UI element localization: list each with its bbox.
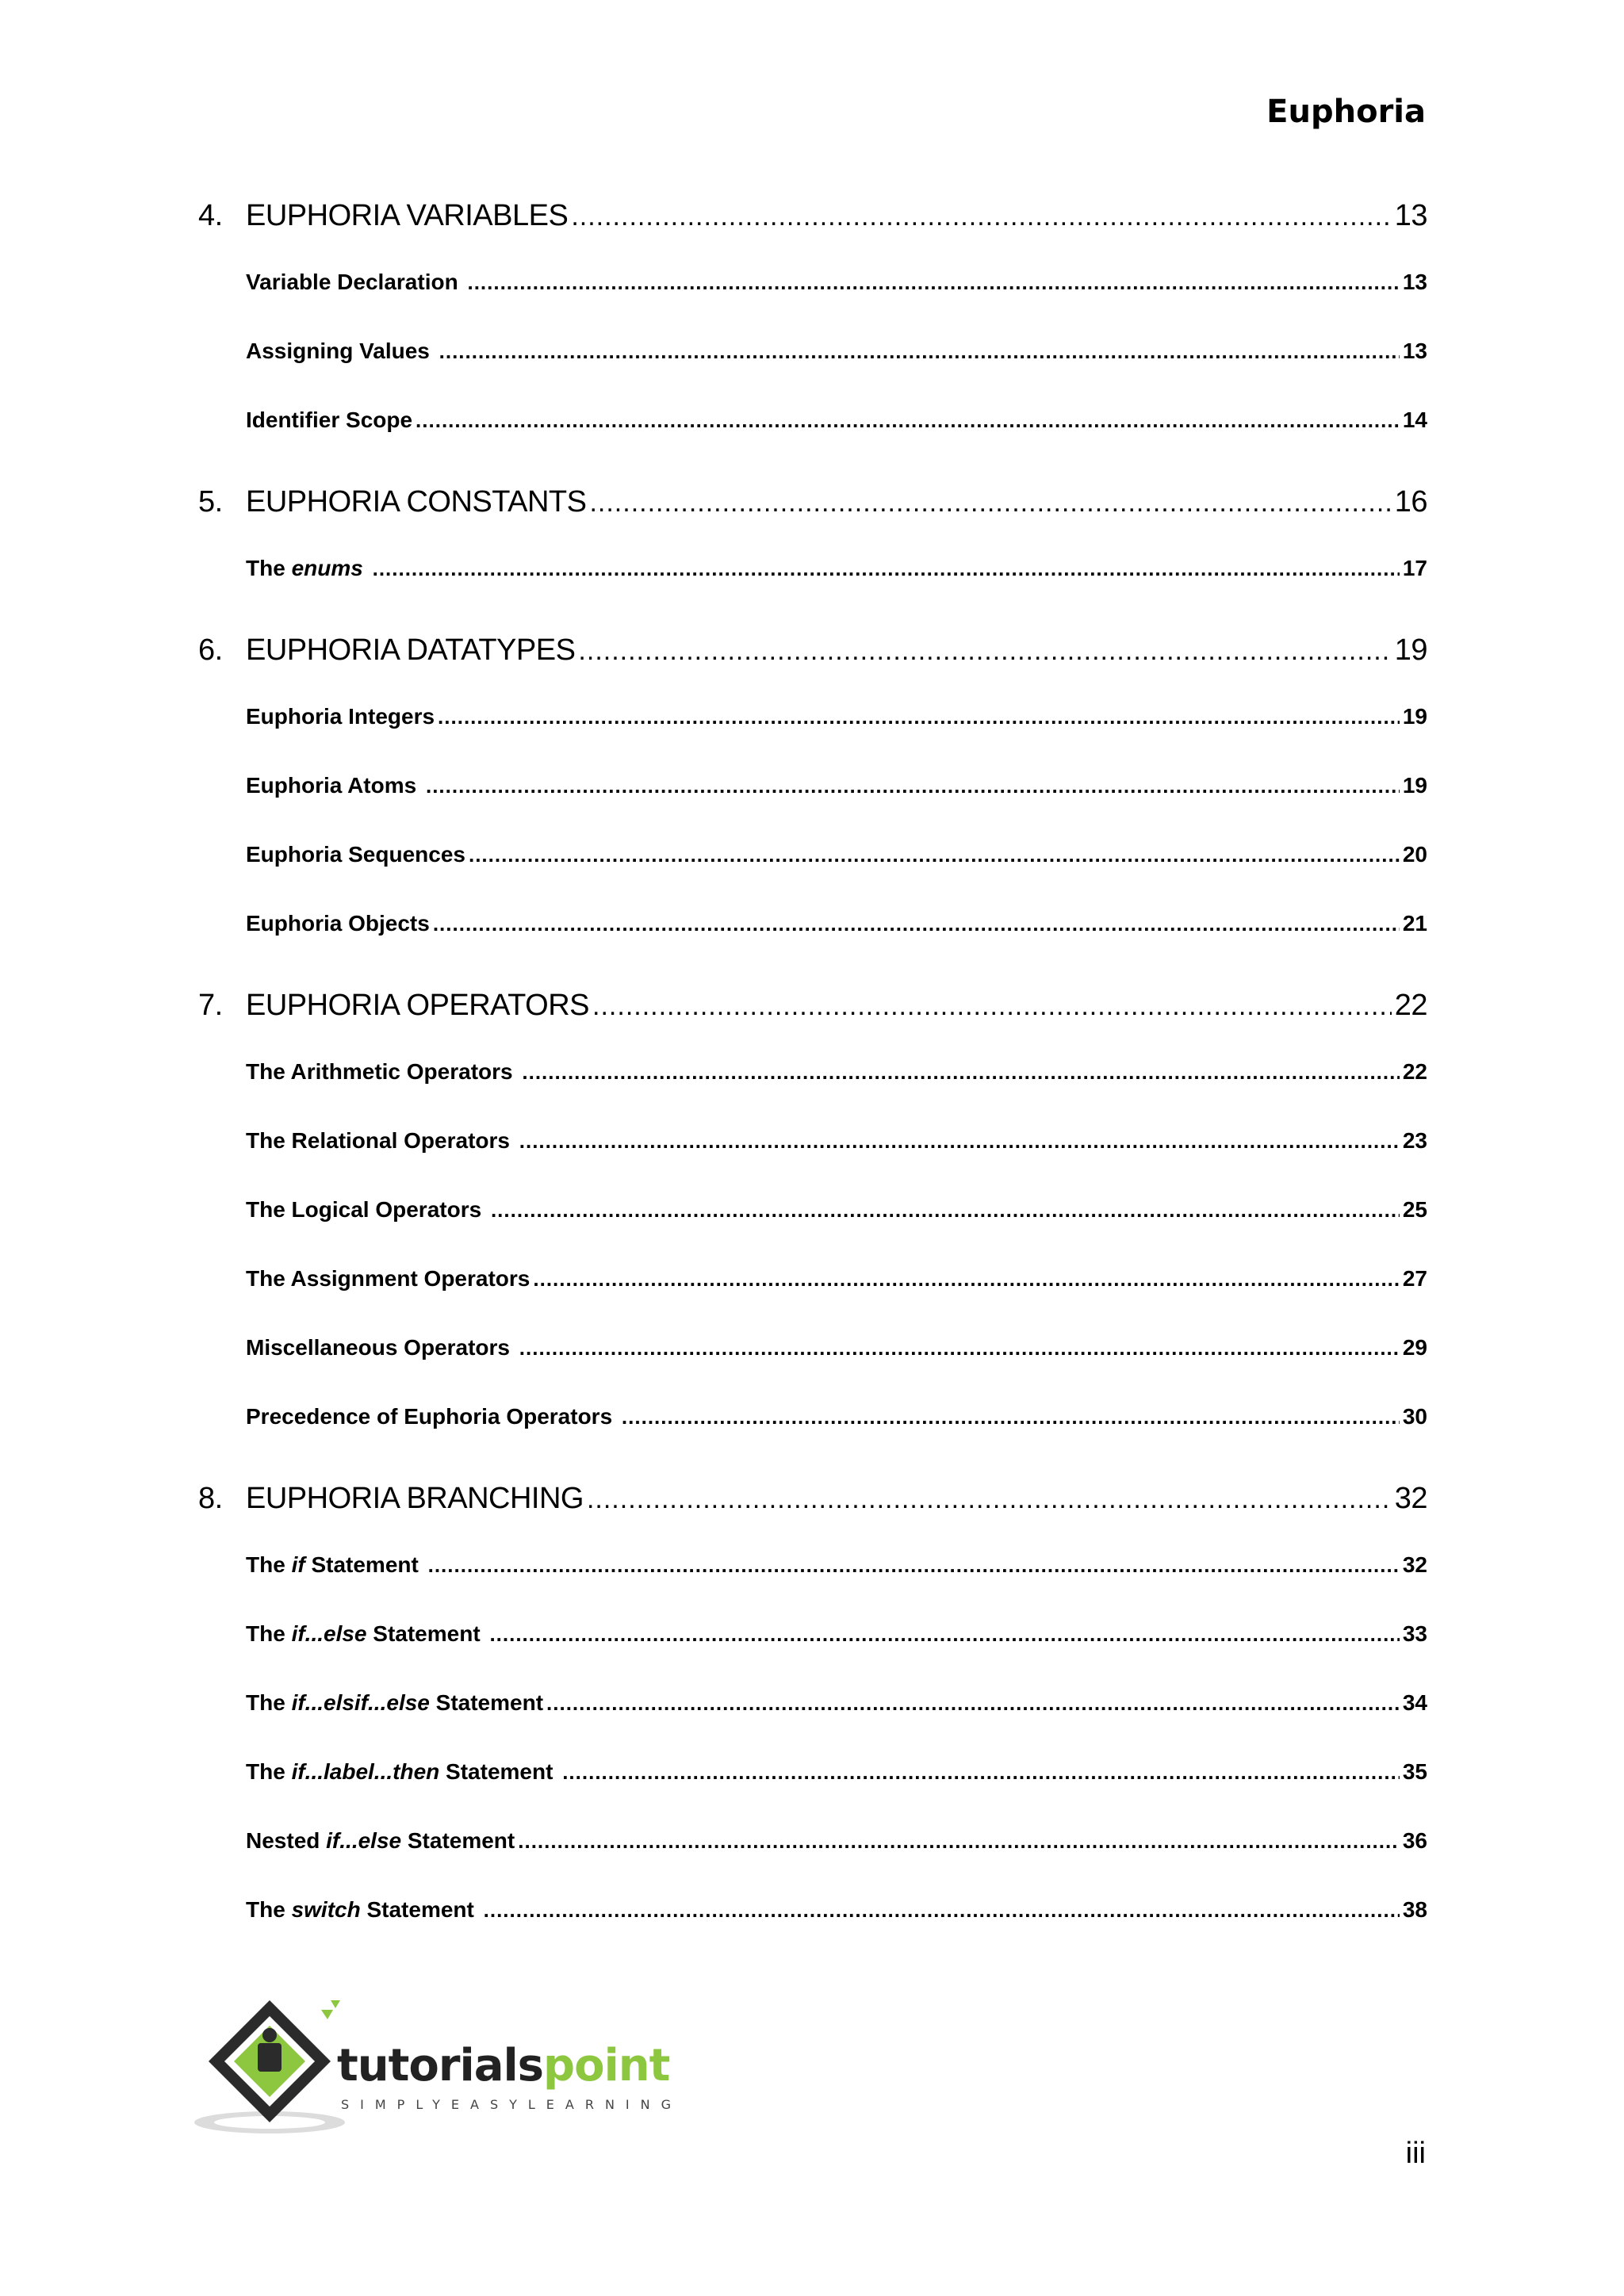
section-page-number: 13 [1402,339,1427,363]
chapter-number: 5. [198,485,223,519]
toc-section-row[interactable] [246,1668,1427,1737]
section-title [246,1244,530,1313]
section-title [246,1530,425,1599]
section-title-text: Euphoria Atoms [246,773,423,798]
chapter-title: EUPHORIA DATATYPES [246,633,576,667]
section-title [246,247,464,316]
section-title-text: The [246,1759,292,1784]
leader-dots [533,1245,1399,1314]
section-title [246,751,423,820]
toc-section-row[interactable] [246,889,1427,958]
section-page-number: 21 [1402,911,1427,936]
toc-section-row[interactable] [246,751,1427,820]
leader-dots [519,1107,1400,1176]
table-of-contents [198,190,1427,1944]
section-title [246,1599,486,1668]
section-title-text: Statement [401,1828,515,1853]
section-page-number: 17 [1402,556,1427,580]
leader-dots [373,534,1400,603]
section-page-number: 36 [1402,1828,1427,1853]
leader-dots [571,191,1391,242]
section-title-text: Statement [360,1897,481,1922]
section-title-italic: if...label...then [291,1759,440,1784]
toc-section-row[interactable] [246,1599,1427,1668]
section-title-italic: if...else [291,1621,367,1646]
leader-dots [592,981,1392,1031]
toc-chapter-row[interactable] [198,1473,1427,1524]
section-page-number: 23 [1402,1128,1427,1153]
leader-dots [589,477,1391,528]
section-title-text: Statement [429,1690,544,1715]
chapter-number: 7. [198,989,223,1022]
leader-dots [416,386,1400,455]
leader-dots [438,683,1400,752]
leader-dots [489,1600,1399,1669]
section-page-number: 22 [1402,1059,1427,1084]
section-title [246,1106,516,1175]
section-title [246,534,370,603]
chapter-title: EUPHORIA BRANCHING [246,1482,584,1515]
toc-chapter-row[interactable] [198,980,1427,1031]
section-page-number: 20 [1402,842,1427,867]
toc-section-row[interactable] [246,682,1427,751]
section-title-text: Miscellaneous Operators [246,1335,516,1360]
toc-section-row[interactable] [246,385,1427,454]
toc-section-row[interactable] [246,1737,1427,1806]
section-title-text: The [246,556,292,580]
tutorialspoint-logo [194,1994,686,2137]
leader-dots [518,1807,1400,1876]
leader-dots [546,1669,1400,1738]
logo-tagline: SIMPLYEASYLEARNING [341,2097,683,2112]
section-title [246,385,412,454]
section-page-number: 13 [1402,270,1427,294]
section-title [246,1037,519,1106]
toc-section-row[interactable] [246,1106,1427,1175]
page-number: iii [1405,2137,1426,2170]
section-page-number: 35 [1402,1759,1427,1784]
section-title-italic: switch [291,1897,361,1922]
chapter-page-number: 19 [1394,633,1427,667]
section-page-number: 34 [1402,1690,1427,1715]
section-title-text: The Assignment Operators [246,1266,530,1291]
chapter-title: EUPHORIA OPERATORS [246,989,590,1022]
leader-dots [426,752,1400,821]
leader-dots [562,1738,1400,1807]
section-title-italic: if...else [326,1828,402,1853]
section-page-number: 27 [1402,1266,1427,1291]
toc-chapter-row[interactable] [198,476,1427,527]
section-title [246,1382,619,1451]
section-page-number: 30 [1402,1404,1427,1429]
section-title-text: Identifier Scope [246,408,413,432]
toc-section-row[interactable] [246,1037,1427,1106]
leader-dots [439,317,1400,386]
section-title-text: The [246,1621,292,1646]
chapter-number: 6. [198,633,223,667]
leader-dots [491,1176,1400,1245]
section-title-italic: if [291,1552,305,1577]
section-page-number: 19 [1402,704,1427,729]
logo-text-b: point [543,2040,670,2091]
toc-section-row[interactable] [246,1530,1427,1599]
leader-dots [467,248,1399,317]
toc-chapter-row[interactable] [198,625,1427,675]
chapter-page-number: 32 [1394,1482,1427,1515]
section-page-number: 19 [1402,773,1427,798]
leader-dots [484,1876,1400,1945]
section-title-text: The [246,1897,292,1922]
toc-section-row[interactable] [246,247,1427,316]
section-title-text: The Relational Operators [246,1128,516,1153]
section-title [246,1313,516,1382]
section-title [246,889,430,958]
toc-chapter-row[interactable] [198,190,1427,241]
leader-dots [622,1383,1400,1452]
toc-section-row[interactable] [246,1175,1427,1244]
section-title-text: The Arithmetic Operators [246,1059,519,1084]
leader-dots [578,626,1391,676]
toc-section-row[interactable] [246,1875,1427,1944]
section-title [246,1737,559,1806]
section-title-text: Statement [366,1621,487,1646]
section-title [246,1875,481,1944]
section-page-number: 38 [1402,1897,1427,1922]
leader-dots [587,1474,1392,1525]
section-title-text: The Logical Operators [246,1197,488,1222]
section-page-number: 33 [1402,1621,1427,1646]
section-page-number: 32 [1402,1552,1427,1577]
toc-section-row[interactable] [246,1806,1427,1875]
header-title: Euphoria [1266,94,1426,130]
logo-text-a: tutorials [337,2040,544,2091]
section-title-text: Statement [304,1552,425,1577]
section-title-text: Euphoria Objects [246,911,430,936]
chapter-number: 8. [198,1482,223,1515]
leader-dots [428,1531,1400,1600]
section-title-text: Precedence of Euphoria Operators [246,1404,619,1429]
section-title-text: Assigning Values [246,339,436,363]
leader-dots [469,821,1400,890]
section-page-number: 14 [1402,408,1427,432]
section-title-text: Euphoria Integers [246,704,435,729]
section-title [246,1668,543,1737]
leader-dots [522,1038,1399,1107]
section-title-text: Variable Declaration [246,270,465,294]
leader-dots [519,1314,1400,1383]
section-title-text: The [246,1690,292,1715]
chapter-page-number: 22 [1394,989,1427,1022]
chapter-number: 4. [198,199,223,232]
section-title-text: The [246,1552,292,1577]
section-title-text: Euphoria Sequences [246,842,465,867]
chapter-page-number: 16 [1394,485,1427,519]
chapter-page-number: 13 [1394,199,1427,232]
chapter-title: EUPHORIA VARIABLES [246,199,569,232]
toc-section-row[interactable] [246,820,1427,889]
section-title-text: Nested [246,1828,327,1853]
section-title [246,682,435,751]
section-title [246,316,436,385]
section-title-text: Statement [439,1759,560,1784]
section-title [246,1175,488,1244]
section-page-number: 29 [1402,1335,1427,1360]
chapter-title: EUPHORIA CONSTANTS [246,485,587,519]
section-page-number: 25 [1402,1197,1427,1222]
logo-wordmark [337,2040,669,2091]
section-title-italic: enums [291,556,363,580]
toc-section-row[interactable] [246,1244,1427,1313]
toc-section-row[interactable] [246,316,1427,385]
toc-section-row[interactable] [246,534,1427,603]
section-title-text [363,556,370,580]
toc-section-row[interactable] [246,1382,1427,1451]
section-title-italic: if...elsif...else [291,1690,430,1715]
toc-section-row[interactable] [246,1313,1427,1382]
section-title [246,820,465,889]
logo-emblem-icon [194,1994,345,2137]
leader-dots [433,890,1400,959]
section-title [246,1806,515,1875]
